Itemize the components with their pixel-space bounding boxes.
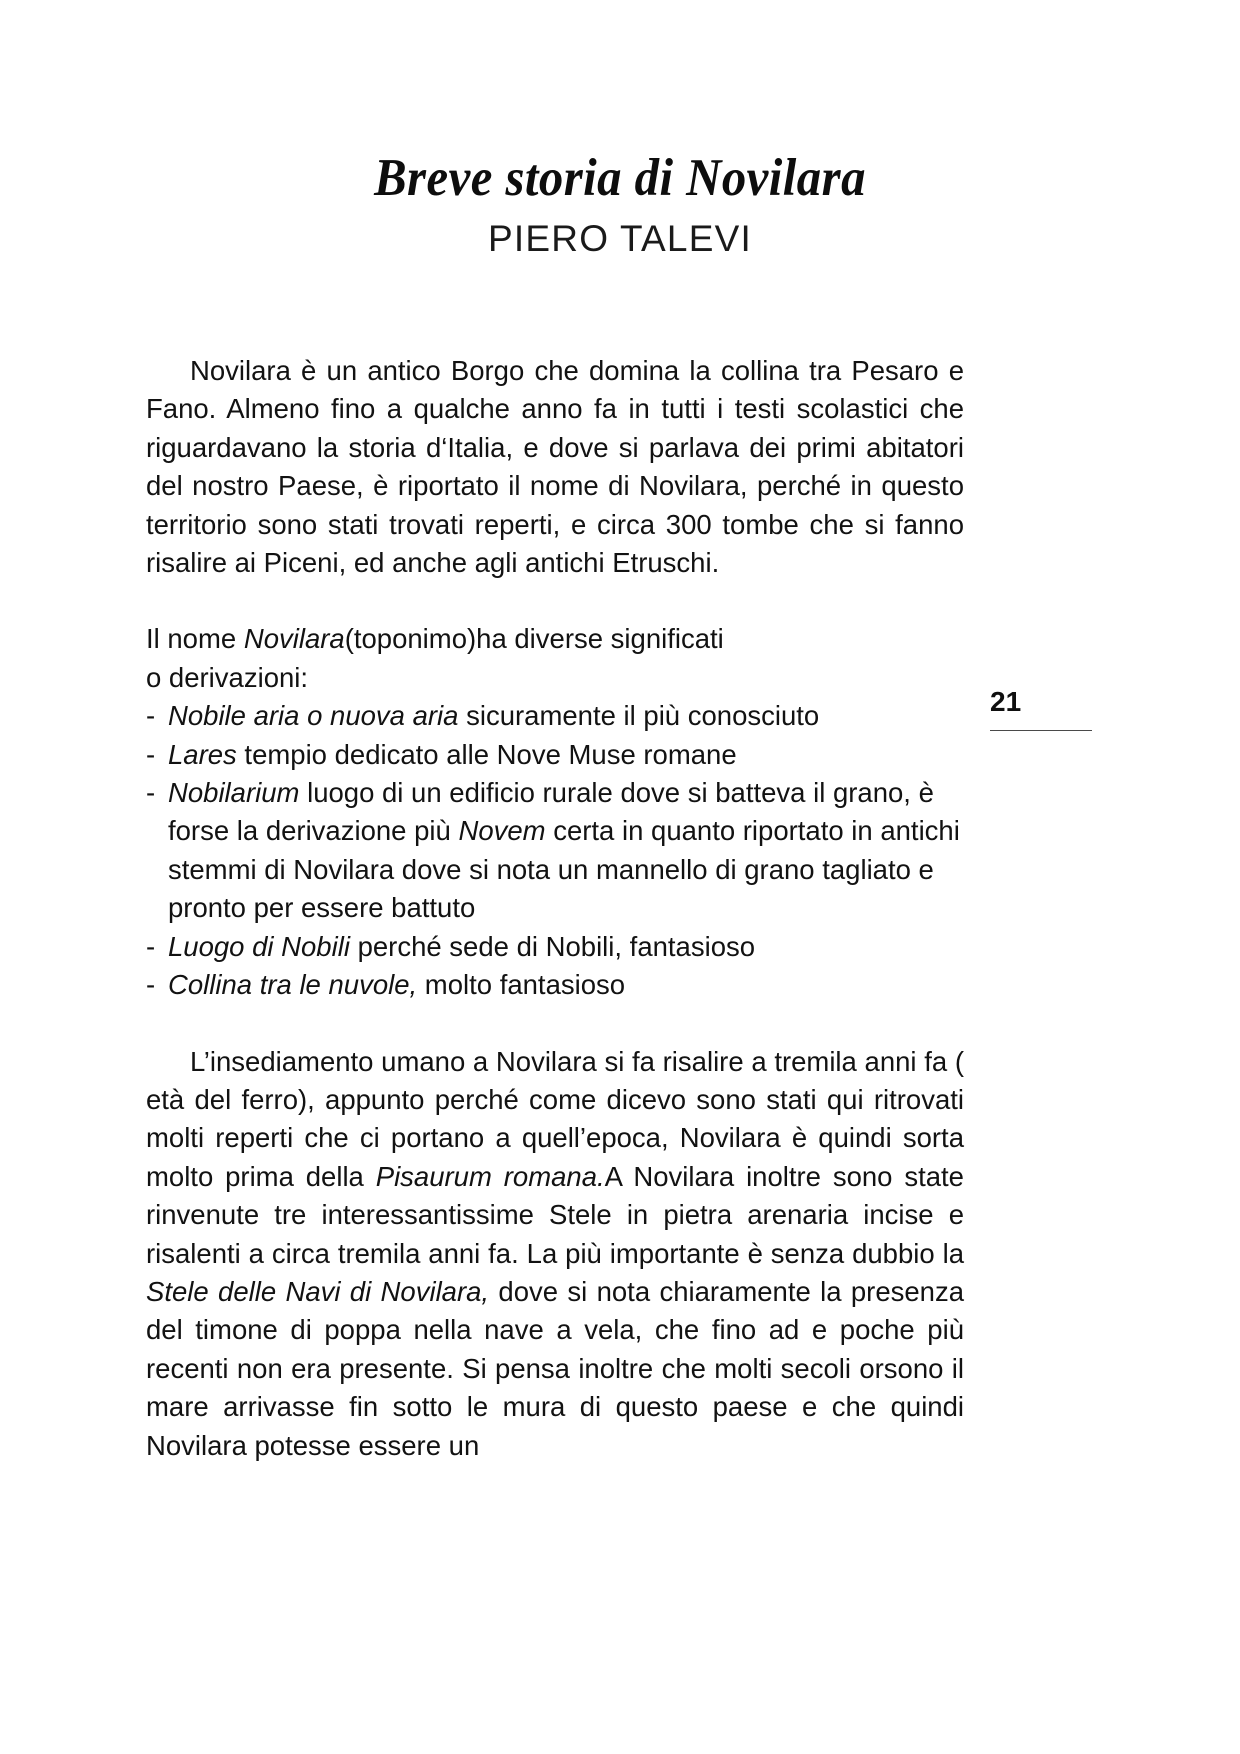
list-dash: - <box>146 969 156 1001</box>
paragraph-spacer <box>146 582 964 620</box>
list-intro-suffix: (toponimo)ha diverse significati <box>344 623 724 655</box>
list-item-italic: Luogo di Nobili <box>168 930 350 962</box>
list-intro-line-2: o derivazioni: <box>146 661 309 693</box>
page-title: Breve storia di Novilara <box>374 148 866 207</box>
paragraph-2 <box>146 1043 964 1465</box>
list-intro-prefix: Il nome <box>146 623 244 655</box>
author-name: PIERO TALEVI <box>488 218 752 259</box>
paragraph-2-italic-2: Stele delle Navi di Novilara, <box>146 1275 490 1307</box>
list-intro-line-1 <box>146 620 964 658</box>
list-item-italic: Collina tra le nuvole, <box>168 969 418 1001</box>
list-intro-italic-term: Novilara <box>243 623 345 655</box>
folio-block <box>990 686 1100 731</box>
paragraph-2-italic-1: Pisaurum romana. <box>375 1160 605 1192</box>
body-column <box>146 352 964 1465</box>
list-dash: - <box>146 738 156 770</box>
list-item-text: molto fantasioso <box>417 969 626 1001</box>
paragraph-2-part-3: dove si nota chiaramente la presenza del timone di poppa nella nave a vela, che fino ad e poche più recenti non era presente. Si pensa inoltre che molti secoli orsono il mare arrivasse fin sotto le mura di questo paese e che quindi Novilara potesse essere un <box>146 1275 964 1461</box>
list-spacer <box>146 1005 964 1043</box>
derivations-list <box>146 697 964 1004</box>
paragraph-2-part-1: L’insediamento umano a Novilara si fa risalire a tremila anni fa ( età del ferro), appunto perché come dicevo sono stati qui ritrovati molti reperti che ci portano a quell’epoca, Novilara è quindi sorta molto prima della <box>146 1045 964 1192</box>
list-item-text: luogo di un edificio rurale dove si batteva il grano, è forse la derivazione più <box>168 777 934 847</box>
paragraph-2-part-2: A Novilara inoltre sono state rinvenute tre interessantissime Stele in pietra arenaria incise e risalenti a circa tremila anni fa. La più importante è senza dubbio la <box>146 1160 964 1269</box>
paragraph-1: Novilara è un antico Borgo che domina la collina tra Pesaro e Fano. Almeno fino a qualche anno fa in tutti i testi scolastici che riguardavano la storia d‘Italia, e dove si parlava dei primi abitatori del nostro Paese, è riportato il nome di Novilara, perché in questo territorio sono stati trovati reperti, e circa 300 tombe che si fanno risalire ai Piceni, ed anche agli antichi Etruschi. <box>146 355 964 579</box>
list-item-italic: Lares <box>168 738 237 770</box>
list-item <box>146 697 964 735</box>
page-number: 21 <box>990 686 1022 717</box>
list-item <box>146 928 964 966</box>
list-item-text: sicuramente il più conosciuto <box>458 700 820 732</box>
list-item <box>146 774 964 928</box>
list-item-italic: Nobilarium <box>168 777 300 809</box>
list-dash: - <box>146 700 156 732</box>
list-item <box>146 966 964 1004</box>
list-item-text: tempio dedicato alle Nove Muse romane <box>236 738 737 770</box>
list-item-text: perché sede di Nobili, fantasioso <box>349 930 756 962</box>
list-item-italic: Nobile aria o nuova aria <box>168 700 459 732</box>
folio-rule <box>990 730 1092 731</box>
list-dash: - <box>146 930 156 962</box>
list-dash: - <box>146 777 156 809</box>
list-item <box>146 736 964 774</box>
list-item-italic-secondary: Novem <box>458 815 546 847</box>
list-item-text-secondary: certa in quanto riportato in antichi stemmi di Novilara dove si nota un mannello di grano tagliato e pronto per essere battuto <box>168 815 960 924</box>
